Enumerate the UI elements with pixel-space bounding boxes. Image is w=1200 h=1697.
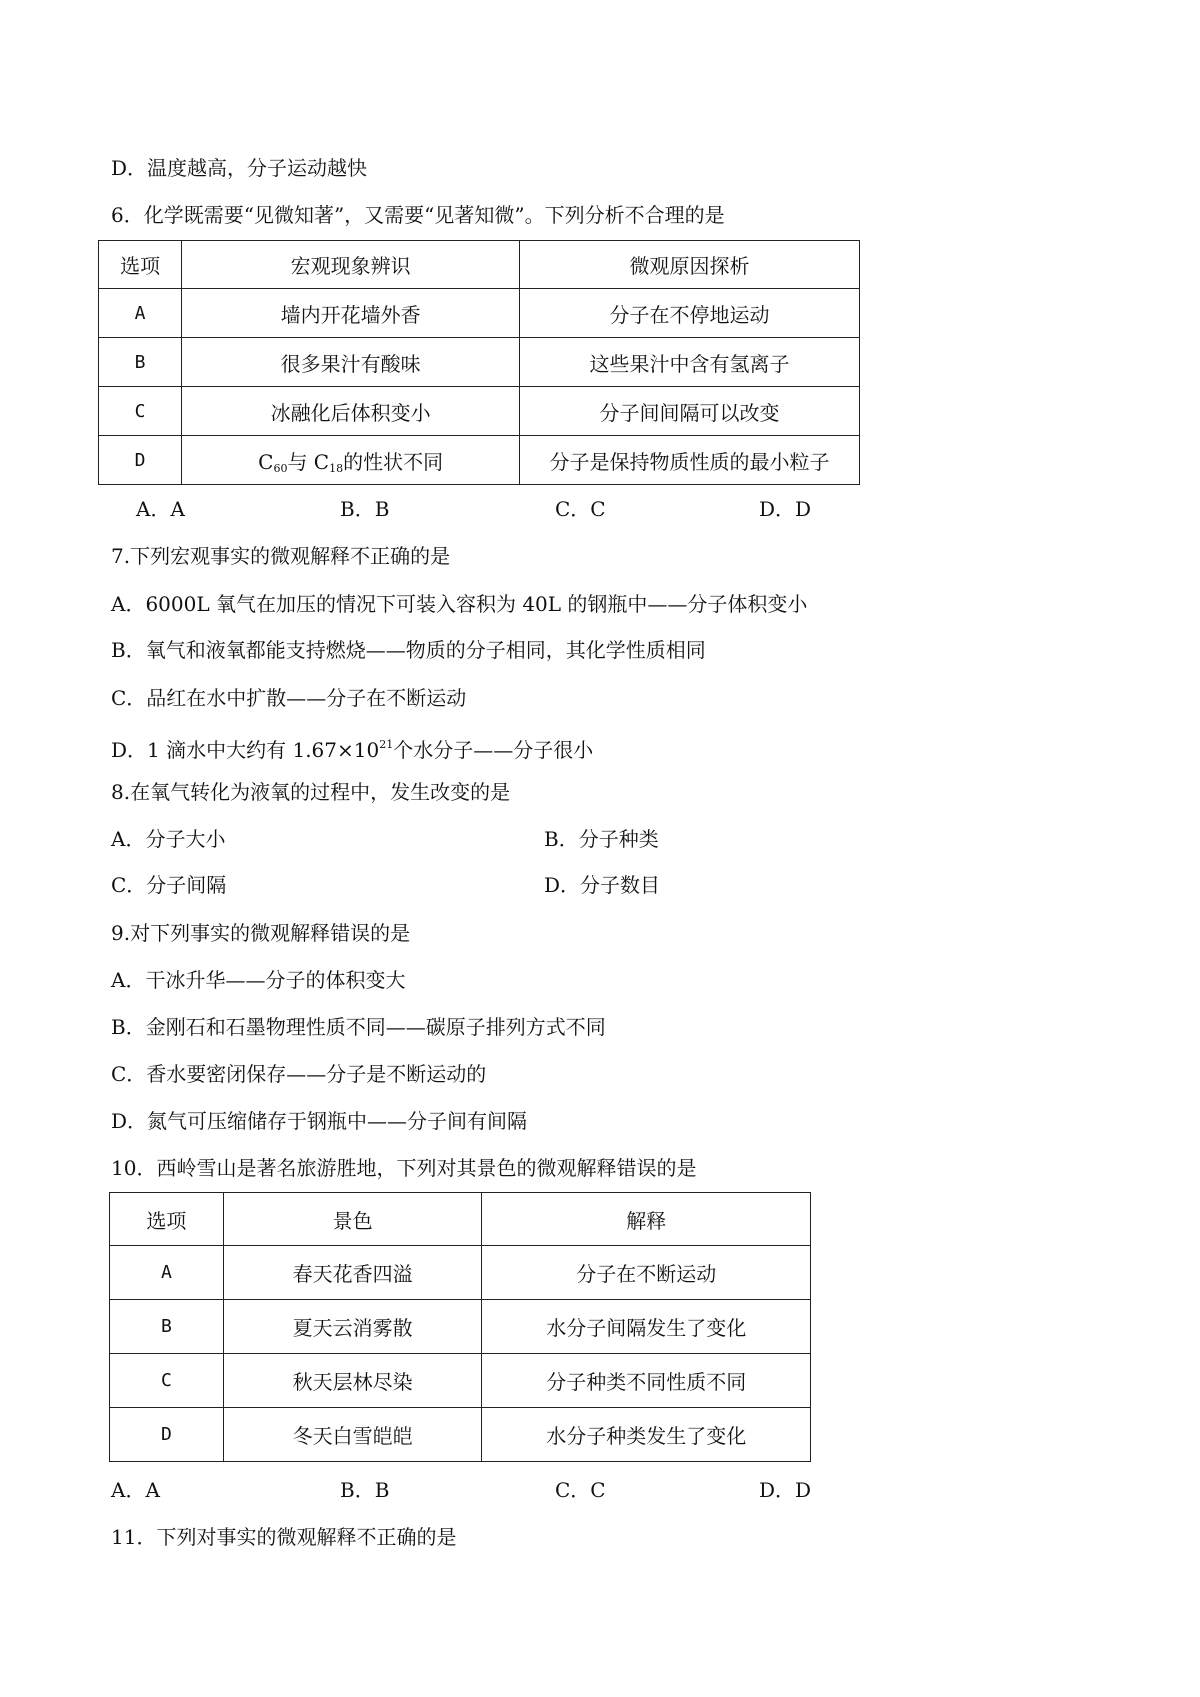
q10-row-scene: 冬天白雪皑皑 bbox=[223, 1408, 482, 1462]
q6-row-macro: 冰融化后体积变小 bbox=[182, 387, 520, 436]
q10-row-option: B bbox=[110, 1300, 224, 1354]
q10-row-explanation: 分子种类不同性质不同 bbox=[482, 1354, 811, 1408]
q8-option-a: A．分子大小 bbox=[111, 827, 226, 851]
q8-option-c: C．分子间隔 bbox=[111, 873, 227, 897]
q9-option-c: C．香水要密闭保存——分子是不断运动的 bbox=[111, 1062, 487, 1086]
formula-c: C bbox=[258, 449, 274, 474]
q7-stem: 7.下列宏观事实的微观解释不正确的是 bbox=[111, 544, 451, 568]
q10-row-option: A bbox=[110, 1246, 224, 1300]
q6-row-macro: 墙内开花墙外香 bbox=[182, 289, 520, 338]
q5-option-d: D．温度越高，分子运动越快 bbox=[111, 156, 368, 180]
q6-stem: 6．化学既需要“见微知著”，又需要“见著知微”。下列分析不合理的是 bbox=[111, 203, 725, 227]
q10-header-explanation: 解释 bbox=[482, 1193, 811, 1246]
q7-option-a: A．6000L 氧气在加压的情况下可装入容积为 40L 的钢瓶中——分子体积变小 bbox=[111, 592, 808, 616]
q6-row-option: A bbox=[99, 289, 182, 338]
q6-row-macro bbox=[182, 436, 520, 485]
formula-connector: 与 C bbox=[287, 449, 330, 474]
q10-row-explanation: 水分子间隔发生了变化 bbox=[482, 1300, 811, 1354]
q6-header-macro: 宏观现象辨识 bbox=[182, 241, 520, 289]
q6-row-a bbox=[99, 289, 860, 338]
q6-row-option: D bbox=[99, 436, 182, 485]
q6-row-d bbox=[99, 436, 860, 485]
subscript-18: 18 bbox=[329, 461, 344, 475]
q10-stem: 10．西岭雪山是著名旅游胜地，下列对其景色的微观解释错误的是 bbox=[111, 1156, 697, 1180]
q6-header-micro: 微观原因探析 bbox=[520, 241, 860, 289]
q10-row-explanation: 水分子种类发生了变化 bbox=[482, 1408, 811, 1462]
q10-row-a bbox=[110, 1246, 811, 1300]
q10-header-scene: 景色 bbox=[223, 1193, 482, 1246]
q6-answer-d: D．D bbox=[759, 497, 812, 521]
q6-row-option: C bbox=[99, 387, 182, 436]
exponent: 21 bbox=[379, 738, 394, 751]
q9-option-d: D．氮气可压缩储存于钢瓶中——分子间有间隔 bbox=[111, 1109, 528, 1133]
q8-option-b: B．分子种类 bbox=[544, 827, 659, 851]
q6-answer-a: A．A bbox=[136, 497, 185, 521]
q6-answer-c: C．C bbox=[555, 497, 606, 521]
q6-row-micro: 这些果汁中含有氢离子 bbox=[520, 338, 860, 387]
q10-table bbox=[109, 1192, 811, 1462]
q9-option-b: B．金刚石和石墨物理性质不同——碳原子排列方式不同 bbox=[111, 1015, 606, 1039]
q6-row-macro: 很多果汁有酸味 bbox=[182, 338, 520, 387]
q10-row-option: D bbox=[110, 1408, 224, 1462]
q10-row-scene: 秋天层林尽染 bbox=[223, 1354, 482, 1408]
q7-option-d-prefix: D．1 滴水中大约有 1.67×10 bbox=[111, 738, 380, 762]
q9-stem: 9.对下列事实的微观解释错误的是 bbox=[111, 921, 411, 945]
q6-header-option: 选项 bbox=[99, 241, 182, 289]
q10-row-explanation: 分子在不断运动 bbox=[482, 1246, 811, 1300]
q10-answer-b: B．B bbox=[340, 1478, 390, 1502]
q8-option-d: D．分子数目 bbox=[544, 873, 661, 897]
q6-answer-b: B．B bbox=[340, 497, 390, 521]
q10-row-scene: 夏天云消雾散 bbox=[223, 1300, 482, 1354]
q10-row-c bbox=[110, 1354, 811, 1408]
q7-option-b: B．氧气和液氧都能支持燃烧——物质的分子相同，其化学性质相同 bbox=[111, 638, 706, 662]
q10-answer-d: D．D bbox=[759, 1478, 812, 1502]
q7-option-d-suffix: 个水分子——分子很小 bbox=[393, 738, 594, 762]
q6-row-micro: 分子间间隔可以改变 bbox=[520, 387, 860, 436]
q10-answer-a: A．A bbox=[111, 1478, 160, 1502]
q7-option-d bbox=[111, 733, 593, 762]
q6-header-row bbox=[99, 241, 860, 289]
q9-option-a: A．干冰升华——分子的体积变大 bbox=[111, 968, 406, 992]
q6-table bbox=[98, 240, 860, 485]
q11-stem: 11．下列对事实的微观解释不正确的是 bbox=[111, 1525, 457, 1549]
q10-row-b bbox=[110, 1300, 811, 1354]
q7-option-c: C．品红在水中扩散——分子在不断运动 bbox=[111, 686, 467, 710]
q10-row-option: C bbox=[110, 1354, 224, 1408]
subscript-60: 60 bbox=[273, 461, 288, 475]
q6-row-b bbox=[99, 338, 860, 387]
q6-row-c bbox=[99, 387, 860, 436]
q10-row-scene: 春天花香四溢 bbox=[223, 1246, 482, 1300]
q10-row-d bbox=[110, 1408, 811, 1462]
q6-row-micro: 分子在不停地运动 bbox=[520, 289, 860, 338]
q6-row-micro: 分子是保持物质性质的最小粒子 bbox=[520, 436, 860, 485]
q10-header-option: 选项 bbox=[110, 1193, 224, 1246]
q6-row-option: B bbox=[99, 338, 182, 387]
q8-stem: 8.在氧气转化为液氧的过程中，发生改变的是 bbox=[111, 780, 511, 804]
q10-header-row bbox=[110, 1193, 811, 1246]
formula-tail: 的性状不同 bbox=[343, 449, 444, 474]
q10-answer-c: C．C bbox=[555, 1478, 606, 1502]
